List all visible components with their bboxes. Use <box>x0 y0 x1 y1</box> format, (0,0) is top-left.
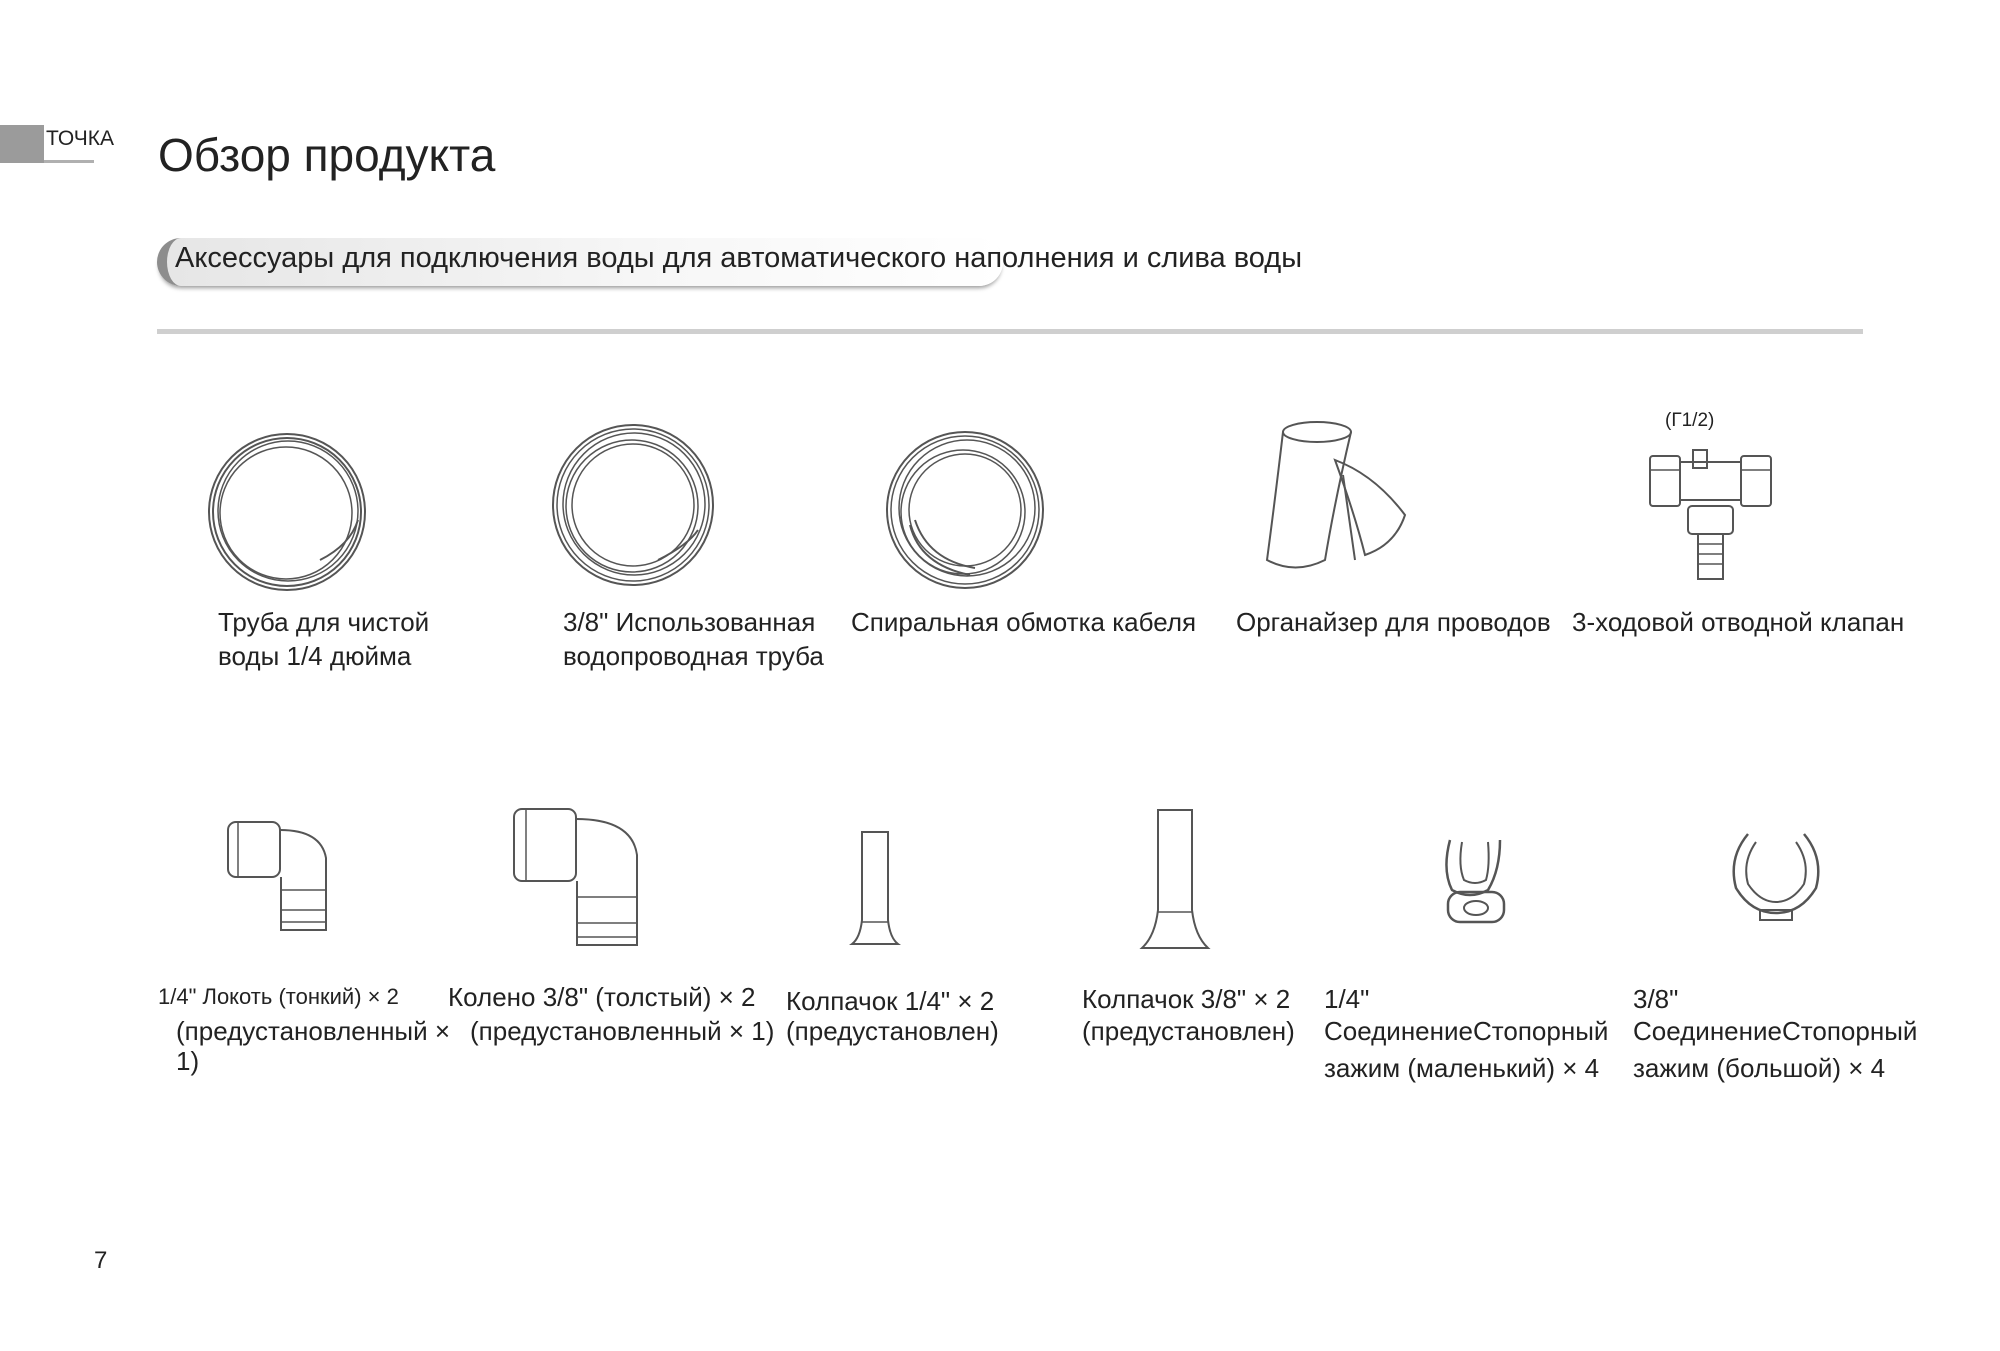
elbow-small-icon <box>226 818 346 938</box>
tube-coil-icon <box>548 420 718 590</box>
item-label: СоединениеСтопорный <box>1633 1016 1918 1046</box>
item-label: Органайзер для проводов <box>1236 607 1551 637</box>
wire-organizer-icon <box>1265 420 1410 570</box>
item-label: Спиральная обмотка кабеля <box>851 607 1197 637</box>
item-label: зажим (маленький) × 4 <box>1324 1053 1600 1083</box>
cable-spiral-icon <box>880 425 1050 595</box>
three-way-valve-icon <box>1648 448 1773 588</box>
item-label: Колпачок 3/8" × 2 <box>1082 984 1291 1014</box>
item-label: Колено 3/8" (толстый) × 2 <box>448 982 756 1012</box>
item-label: 3/8" Использованная <box>563 607 816 637</box>
item-label: (предустановленный × 1) <box>470 1016 775 1046</box>
item-label: Труба для чистой <box>218 607 430 637</box>
item-label: 3-ходовой отводной клапан <box>1572 607 1905 637</box>
divider <box>157 329 1863 334</box>
item-label: Колпачок 1/4" × 2 <box>786 986 995 1016</box>
cap-small-icon <box>850 830 900 950</box>
clip-large-icon <box>1726 828 1826 928</box>
elbow-large-icon <box>512 805 652 950</box>
section-heading: Аксессуары для подключения воды для автоматического наполнения и слива воды <box>175 242 1303 274</box>
cap-large-icon <box>1140 808 1210 953</box>
section-tab-bar <box>0 125 44 163</box>
valve-thread-note: (Г1/2) <box>1665 410 1715 431</box>
page-number: 7 <box>94 1247 108 1274</box>
item-label: (предустановлен) <box>1082 1016 1295 1046</box>
tube-coil-icon <box>200 425 375 600</box>
section-tab <box>0 125 114 163</box>
item-label: (предустановленный × <box>176 1016 451 1046</box>
item-label: воды 1/4 дюйма <box>218 641 412 671</box>
item-label: 1) <box>176 1046 200 1076</box>
section-tab-underline <box>44 160 94 163</box>
page-title: Обзор продукта <box>158 129 496 181</box>
item-label: 1/4" <box>1324 984 1370 1014</box>
item-label: 1/4" Локоть (тонкий) × 2 <box>158 984 399 1009</box>
item-label: водопроводная труба <box>563 641 824 671</box>
item-label: зажим (большой) × 4 <box>1633 1053 1886 1083</box>
item-label: СоединениеСтопорный <box>1324 1016 1609 1046</box>
clip-small-icon <box>1440 830 1515 930</box>
section-tab-label: ТОЧКА <box>46 127 114 150</box>
item-label: (предустановлен) <box>786 1016 999 1046</box>
item-label: 3/8" <box>1633 984 1679 1014</box>
